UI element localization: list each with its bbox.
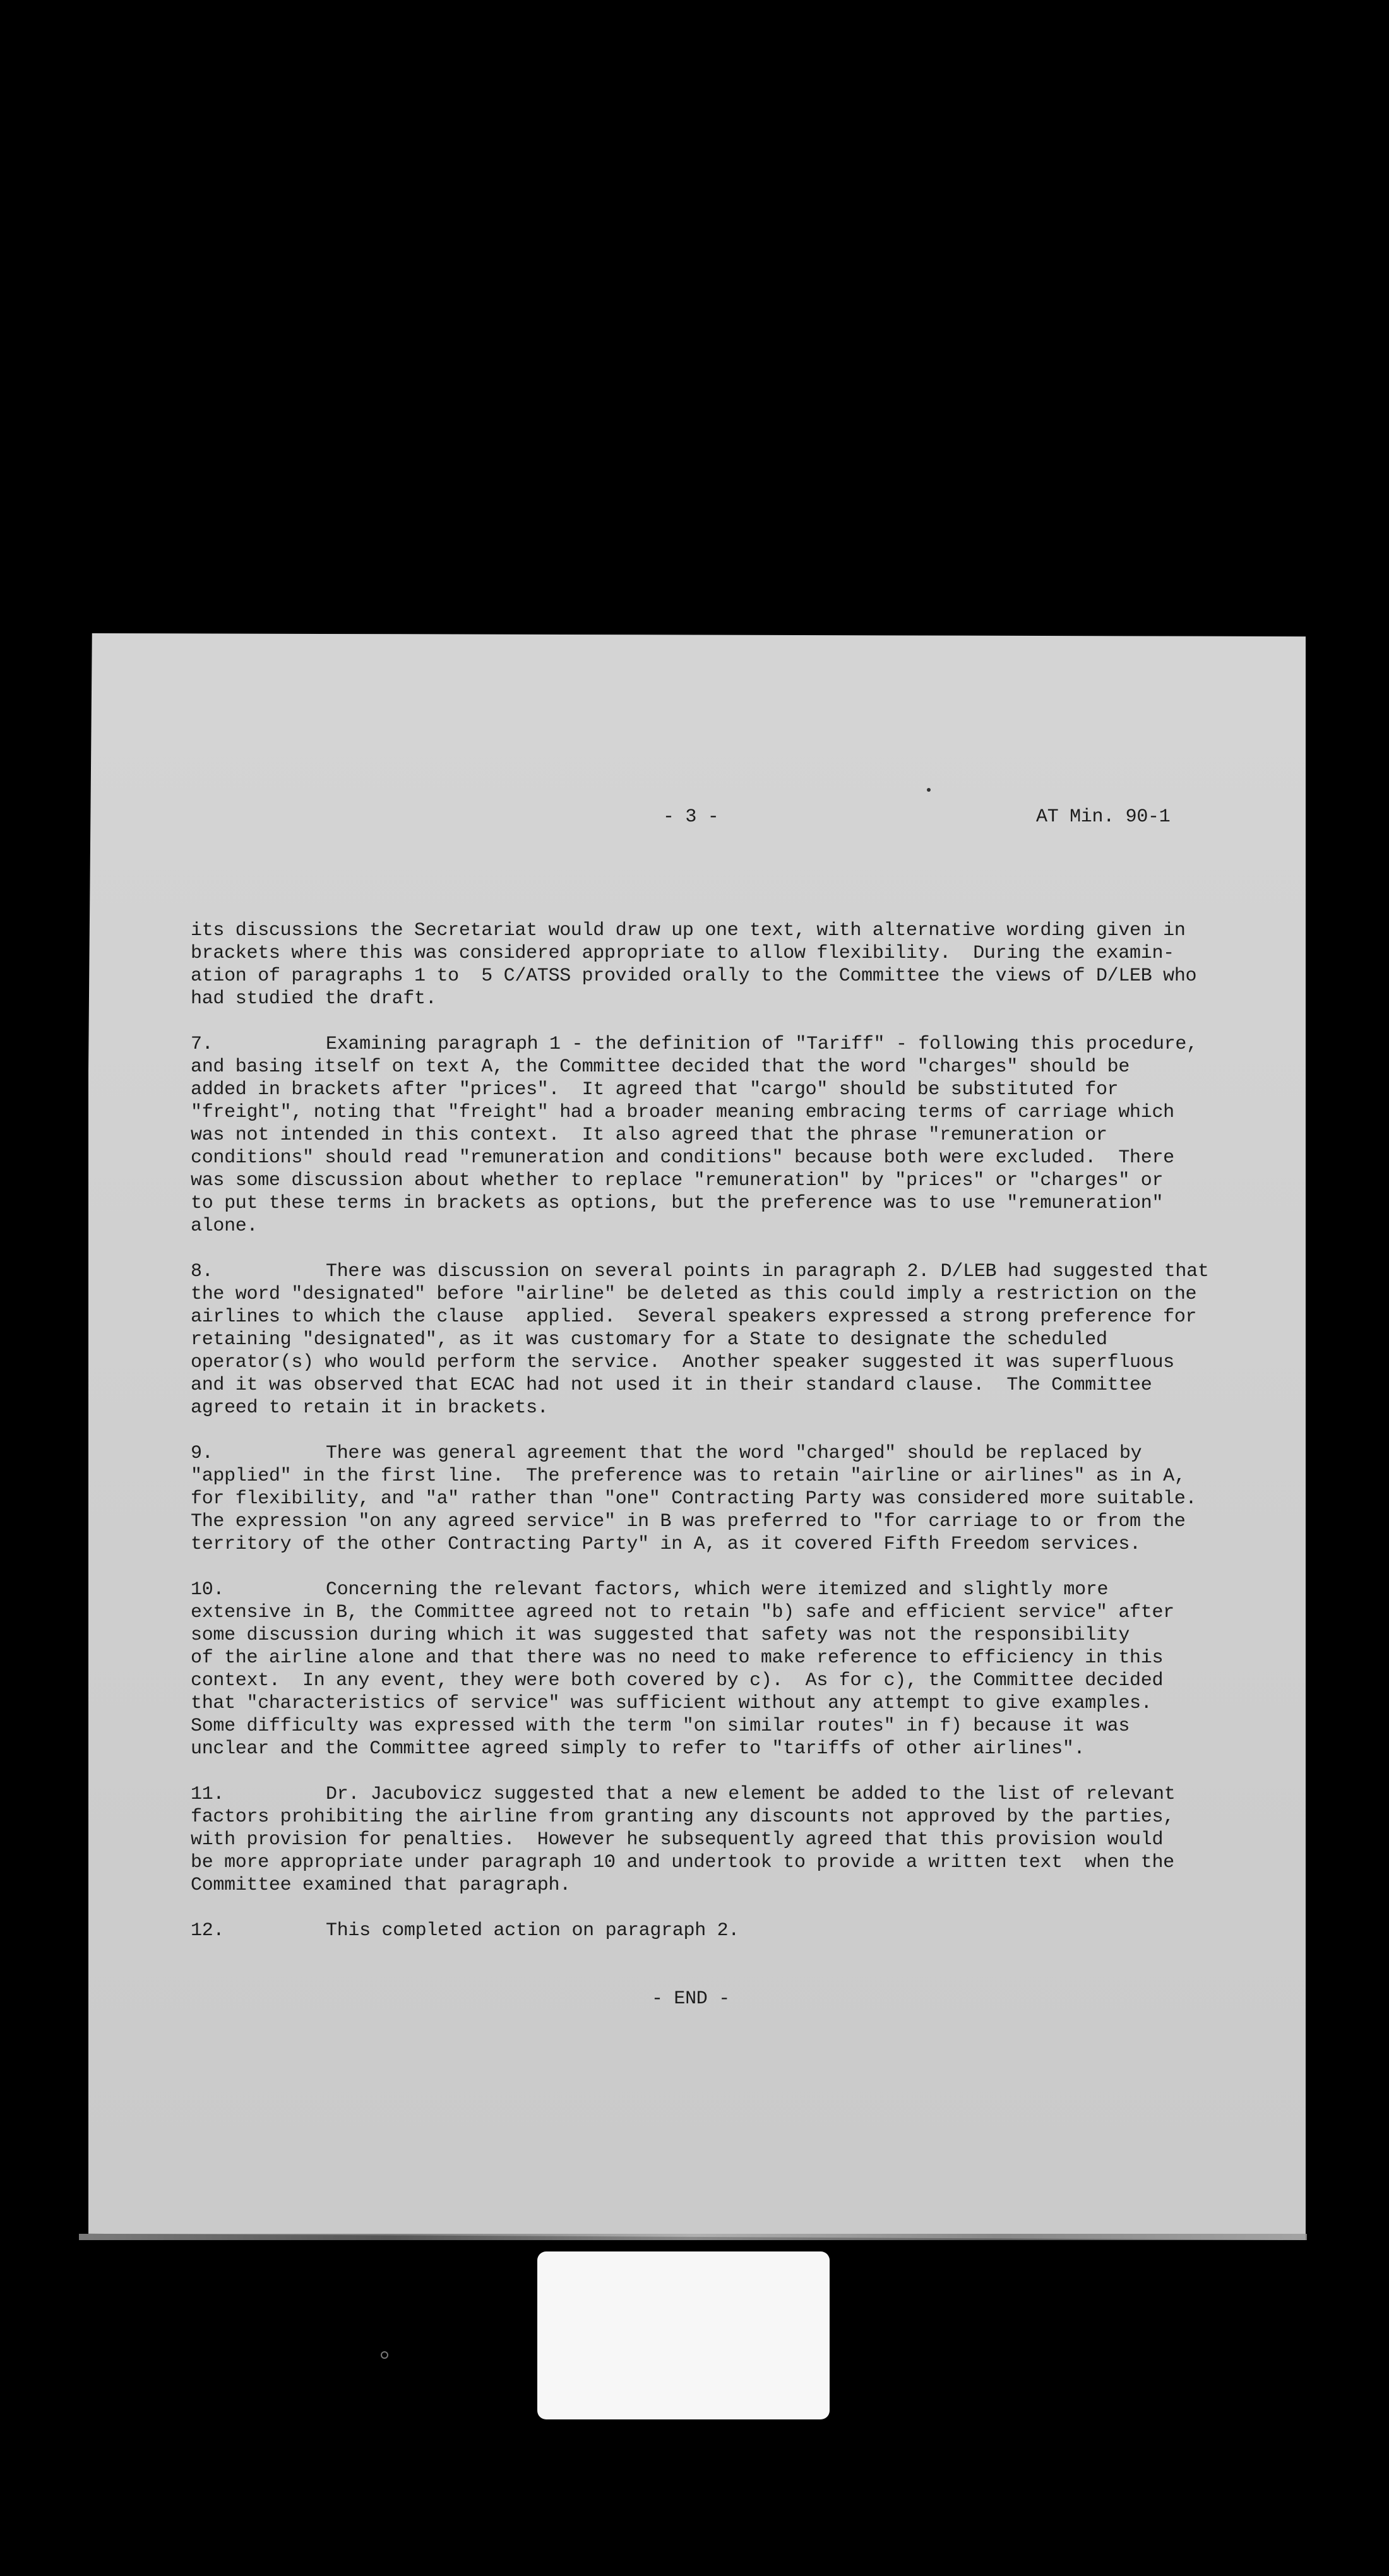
- paragraph-line: There was discussion on several points in paragraph 2. D/LEB had suggested that: [326, 1261, 1209, 1282]
- paragraph-line: The expression "on any agreed service" in B was preferred to "for carriage to or from the: [191, 1511, 1186, 1532]
- document-reference: AT Min. 90-1: [1036, 806, 1171, 828]
- paragraph-line: some discussion during which it was suggested that safety was not the responsibility: [191, 1625, 1130, 1646]
- paragraph-line: of the airline alone and that there was no need to make reference to efficiency in this: [191, 1647, 1164, 1669]
- paragraph-line: and basing itself on text A, the Committee decided that the word "charges" should be: [191, 1056, 1130, 1078]
- paragraph-line: brackets where this was considered appropriate to allow flexibility. During the examin-: [191, 943, 1174, 964]
- paragraph-line: Some difficulty was expressed with the term "on similar routes" in f) because it was: [191, 1715, 1130, 1737]
- page-edge-shadow: [79, 2234, 1307, 2240]
- paragraph-number: 8.: [191, 1261, 213, 1282]
- paragraph-line: for flexibility, and "a" rather than "one" Contracting Party was considered more suitable.: [191, 1488, 1197, 1510]
- paragraph-line: with provision for penalties. However he subsequently agreed that this provision would: [191, 1829, 1164, 1851]
- paragraph-line: operator(s) who would perform the service. Another speaker suggested it was superfluous: [191, 1352, 1174, 1373]
- paragraph-line: alone.: [191, 1215, 258, 1237]
- paragraph-line: retaining "designated", as it was customary for a State to designate the scheduled: [191, 1329, 1107, 1351]
- paragraph-line: and it was observed that ECAC had not used it in their standard clause. The Committee: [191, 1374, 1152, 1396]
- paragraph-line: unclear and the Committee agreed simply to refer to "tariffs of other airlines".: [191, 1738, 1085, 1760]
- paragraph-line: added in brackets after "prices". It agreed that "cargo" should be substituted for: [191, 1079, 1119, 1100]
- paragraph-number: 7.: [191, 1034, 213, 1055]
- paragraph-line: was not intended in this context. It also agreed that the phrase "remuneration or: [191, 1124, 1107, 1146]
- paragraph-line: be more appropriate under paragraph 10 and undertook to provide a written text when the: [191, 1852, 1174, 1873]
- page-number: - 3 -: [663, 806, 719, 828]
- paragraph-line: factors prohibiting the airline from granting any discounts not approved by the parties,: [191, 1806, 1174, 1828]
- paragraph-line: This completed action on paragraph 2.: [326, 1920, 740, 1941]
- paragraph-number: 9.: [191, 1443, 213, 1464]
- paragraph-line: "freight", noting that "freight" had a broader meaning embracing terms of carriage which: [191, 1102, 1174, 1123]
- paragraph-line: airlines to which the clause applied. Several speakers expressed a strong preference for: [191, 1306, 1197, 1328]
- paragraph-number: 11.: [191, 1784, 225, 1805]
- paragraph-line: extensive in B, the Committee agreed not to retain "b) safe and efficient service" after: [191, 1602, 1174, 1623]
- paragraph-number: 12.: [191, 1920, 225, 1941]
- paragraph-number: 10.: [191, 1579, 225, 1601]
- paragraph-line: ation of paragraphs 1 to 5 C/ATSS provided orally to the Committee the views of D/LEB who: [191, 965, 1197, 987]
- paragraph-line: Examining paragraph 1 - the definition of "Tariff" - following this procedure,: [326, 1034, 1198, 1055]
- paragraph-line: had studied the draft.: [191, 988, 437, 1010]
- paragraph-line: Committee examined that paragraph.: [191, 1875, 571, 1896]
- paragraph-line: Concerning the relevant factors, which were itemized and slightly more: [326, 1579, 1109, 1601]
- paragraph-line: conditions" should read "remuneration and conditions" because both were excluded. There: [191, 1147, 1174, 1169]
- paragraph-line: territory of the other Contracting Party" in A, as it covered Fifth Freedom services.: [191, 1534, 1141, 1555]
- paragraph-line: There was general agreement that the word "charged" should be replaced by: [326, 1443, 1142, 1464]
- paragraph-line: its discussions the Secretariat would draw up one text, with alternative wording given in: [191, 920, 1186, 941]
- paragraph-line: agreed to retain it in brackets.: [191, 1397, 549, 1419]
- paragraph-line: to put these terms in brackets as options, but the preference was to use "remuneration": [191, 1193, 1164, 1214]
- scan-artifact: [381, 2351, 388, 2359]
- paragraph-line: "applied" in the first line. The preference was to retain "airline or airlines" as in A,: [191, 1465, 1186, 1487]
- paragraph-line: Dr. Jacubovicz suggested that a new element be added to the list of relevant: [326, 1784, 1176, 1805]
- end-marker: - END -: [652, 1988, 730, 2010]
- scan-speck: [927, 788, 931, 792]
- paragraph-line: was some discussion about whether to replace "remuneration" by "prices" or "charges" or: [191, 1170, 1164, 1191]
- paragraph-line: the word "designated" before "airline" be deleted as this could imply a restriction on the: [191, 1284, 1197, 1305]
- paragraph-line: that "characteristics of service" was sufficient without any attempt to give examples.: [191, 1693, 1152, 1714]
- paragraph-line: context. In any event, they were both covered by c). As for c), the Committee decided: [191, 1670, 1164, 1691]
- scanner-target-card: [537, 2251, 830, 2419]
